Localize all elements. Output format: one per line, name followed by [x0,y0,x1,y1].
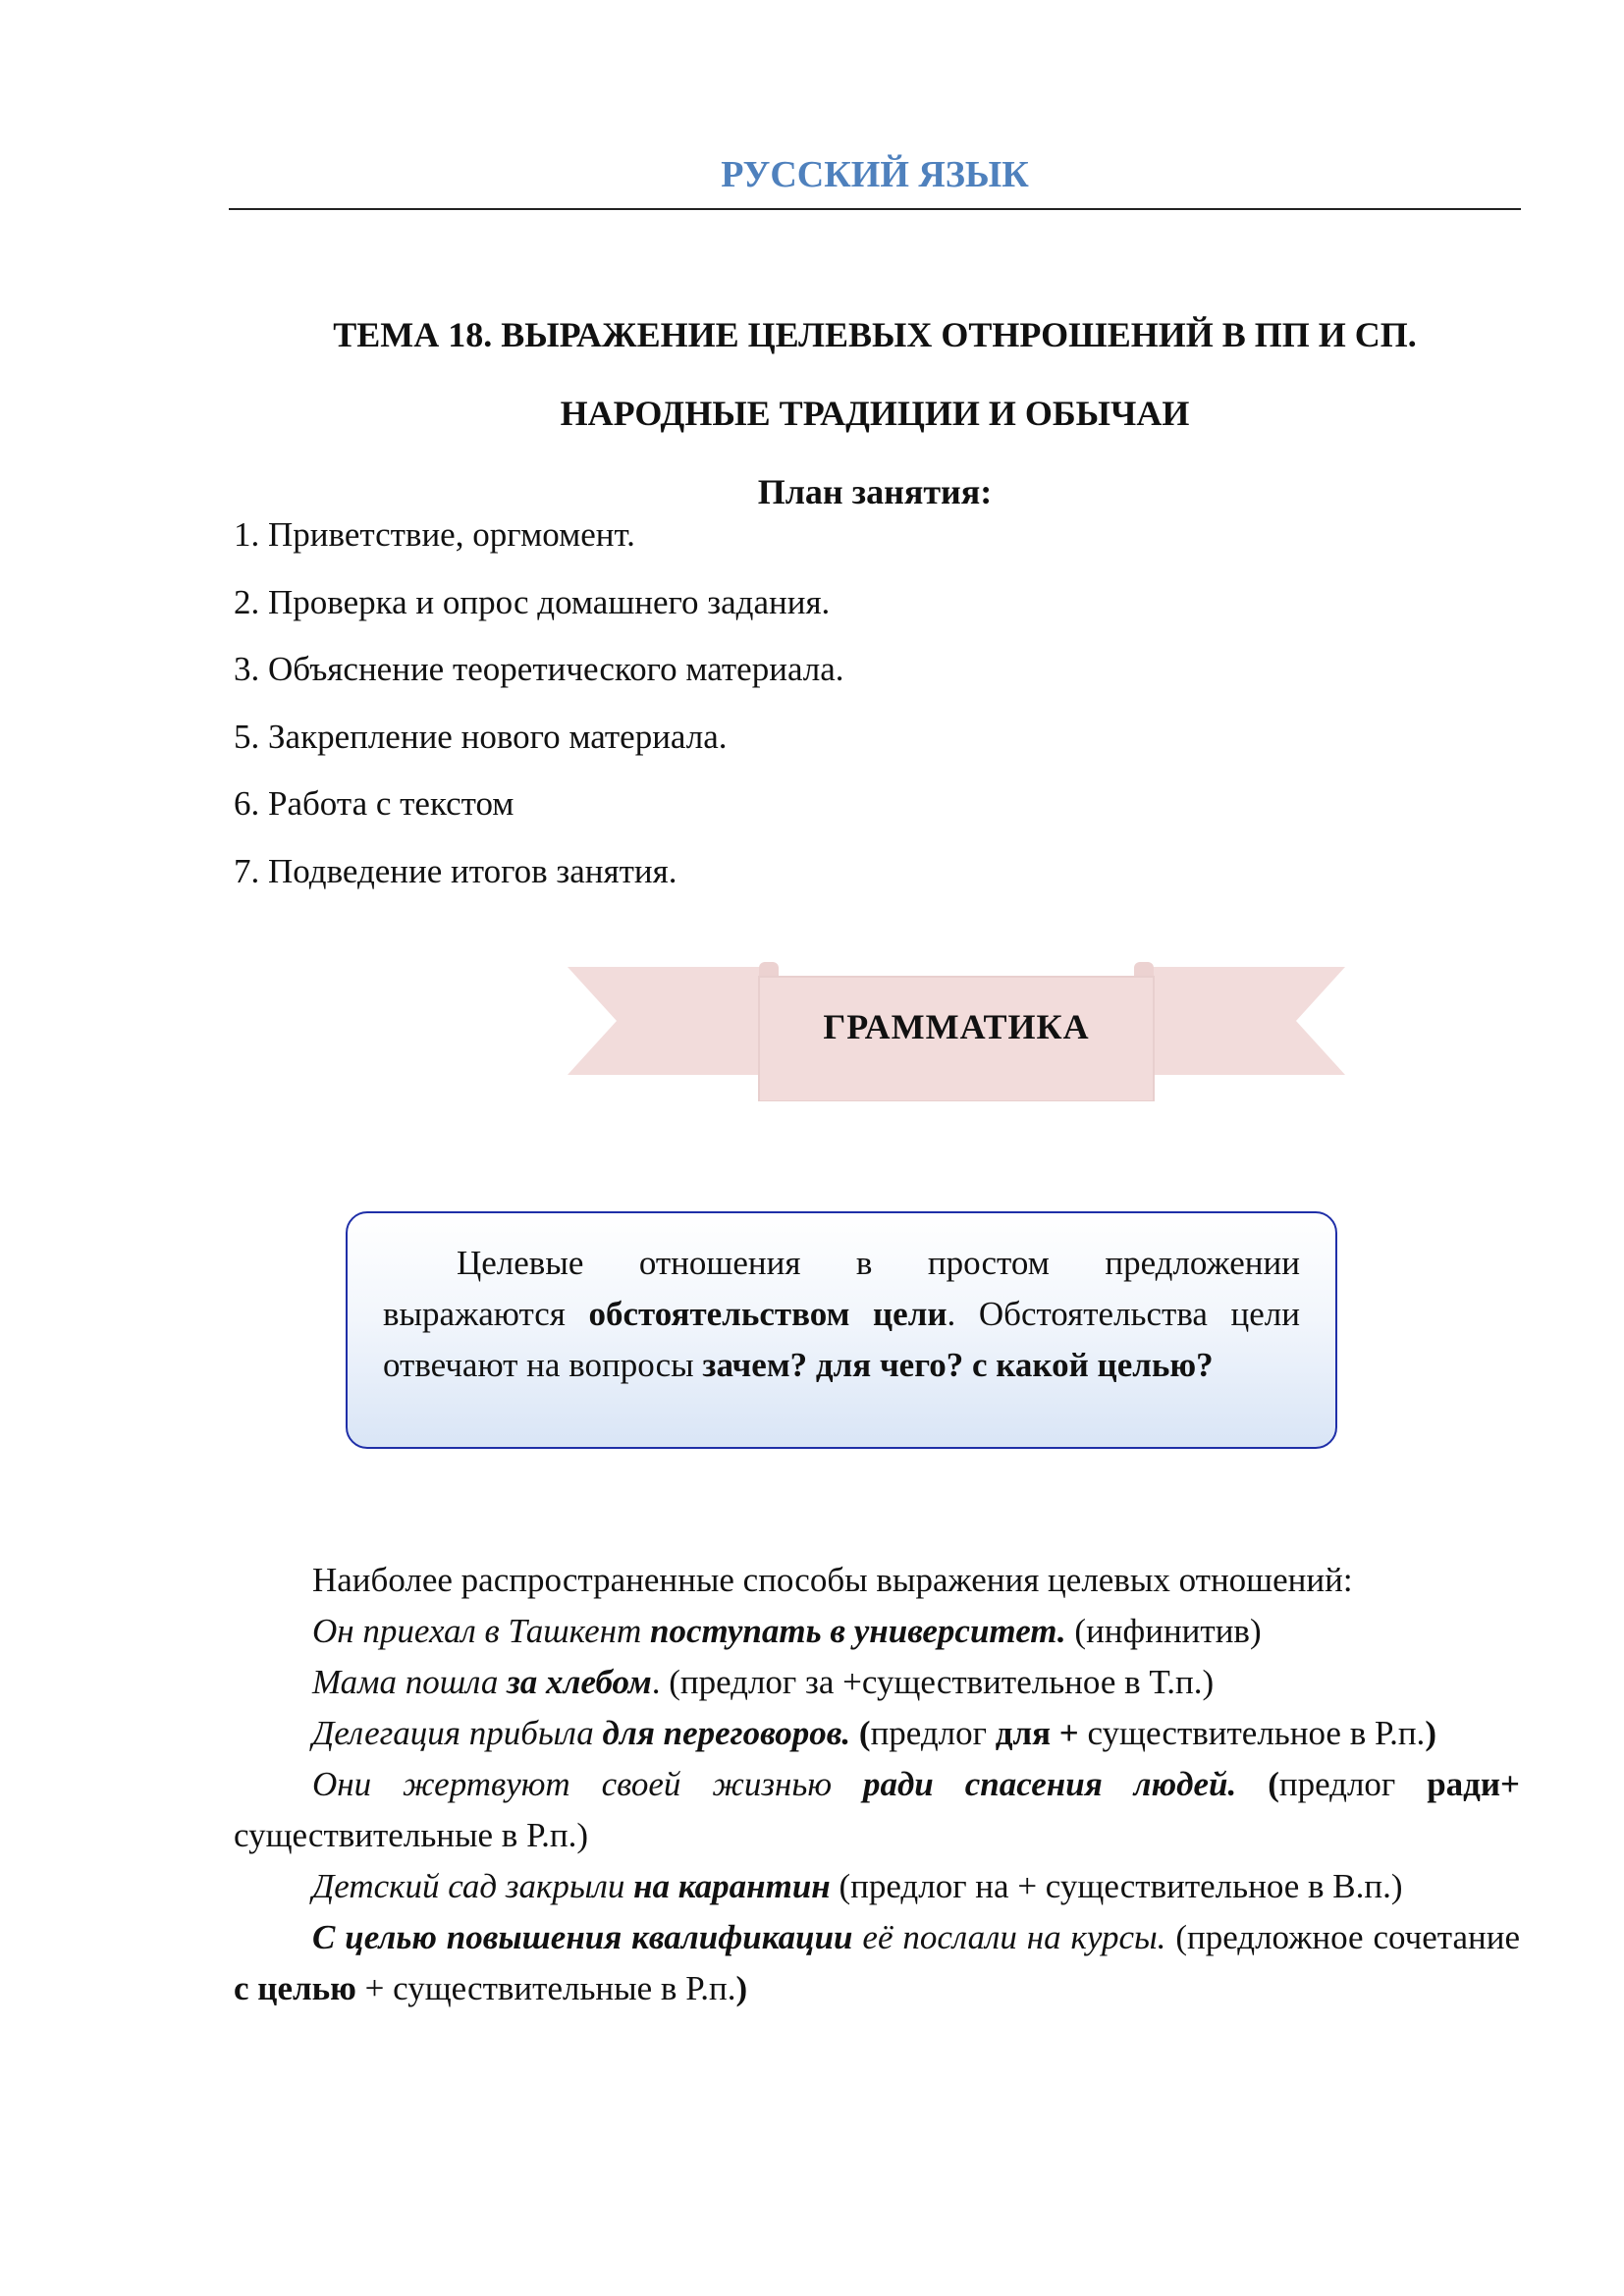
rule-text [383,1238,1300,1391]
subject-header: РУССКИЙ ЯЗЫК [721,154,1029,195]
plan-item: 3. Объяснение теоретического материала. [234,650,844,688]
example-sentence: Делегация прибыла [312,1714,603,1752]
example-note: (инфинитив) [1065,1612,1262,1650]
plan-item: 6. Работа с текстом [234,784,514,823]
example-note: (предложное сочетание [1165,1918,1520,1956]
example-4 [234,1759,1520,1861]
example-note-bold: ) [735,1969,748,2007]
example-2 [234,1657,1520,1708]
example-sentence: Он приехал в Ташкент [312,1612,651,1650]
examples-section [234,1555,1520,2014]
section-label: ГРАММАТИКА [823,1007,1090,1046]
example-highlight: за хлебом [507,1663,652,1701]
rule-text-part: Целевые отношения в простом предложении выражаются [383,1244,1300,1333]
example-3 [234,1708,1520,1759]
example-note-bold: с целью [234,1969,356,2007]
plan-item: 7. Подведение итогов занятия. [234,851,677,890]
example-note-bold: + [1058,1714,1079,1752]
example-sentence: Детский сад закрыли [312,1867,634,1905]
rule-questions: зачем? для чего? с какой целью? [702,1346,1214,1384]
example-note-bold: ради+ [1427,1765,1520,1803]
example-note [1051,1714,1059,1752]
example-note: (предлог на + существительное в В.п.) [830,1867,1403,1905]
example-note-bold: ) [1425,1714,1436,1752]
example-note: существительное в Р.п. [1078,1714,1426,1752]
example-highlight: поступать в университет. [650,1612,1066,1650]
example-sentence: её послали на курсы. [852,1918,1166,1956]
example-note: . (предлог за +существительное в Т.п.) [651,1663,1215,1701]
example-note [1236,1765,1268,1803]
plan-item: 5. Закрепление нового материала. [234,717,728,756]
plan-item: 1. Приветствие, оргмомент. [234,515,635,554]
example-note [850,1714,859,1752]
example-5 [234,1861,1520,1912]
example-highlight: ради спасения людей. [862,1765,1237,1803]
rule-box [346,1211,1337,1449]
example-highlight: С целью повышения квалификации [312,1918,853,1956]
example-note-bold: ( [858,1714,871,1752]
example-note: предлог [870,1714,996,1752]
plan-title: План занятия: [757,472,993,511]
example-note: существительные в Р.п.) [234,1816,589,1854]
header-divider [229,208,1521,210]
plan-list [234,512,844,916]
topic-title-line1: ТЕМА 18. ВЫРАЖЕНИЕ ЦЕЛЕВЫХ ОТНРОШЕНИЙ В ПП И СП. [333,315,1417,354]
rule-text-part: . Обстоятельства цели отвечают на вопросы [383,1295,1300,1384]
example-1 [234,1606,1520,1657]
example-sentence: Мама пошла [312,1663,508,1701]
example-sentence: Они жертвуют своей жизнью [312,1765,863,1803]
example-note: + существительные в Р.п. [355,1969,736,2007]
example-6 [234,1912,1520,2014]
topic-title-line2: НАРОДНЫЕ ТРАДИЦИИ И ОБЫЧАИ [560,394,1190,433]
example-note-bold: ( [1268,1765,1279,1803]
example-note-bold: для [995,1714,1052,1752]
plan-item: 2. Проверка и опрос домашнего задания. [234,582,831,621]
examples-intro: Наиболее распространенные способы выражения целевых отношений: [312,1561,1353,1599]
rule-term: обстоятельством цели [588,1295,947,1333]
example-note: предлог [1278,1765,1428,1803]
example-highlight: для переговоров. [602,1714,851,1752]
example-highlight: на карантин [633,1867,831,1905]
